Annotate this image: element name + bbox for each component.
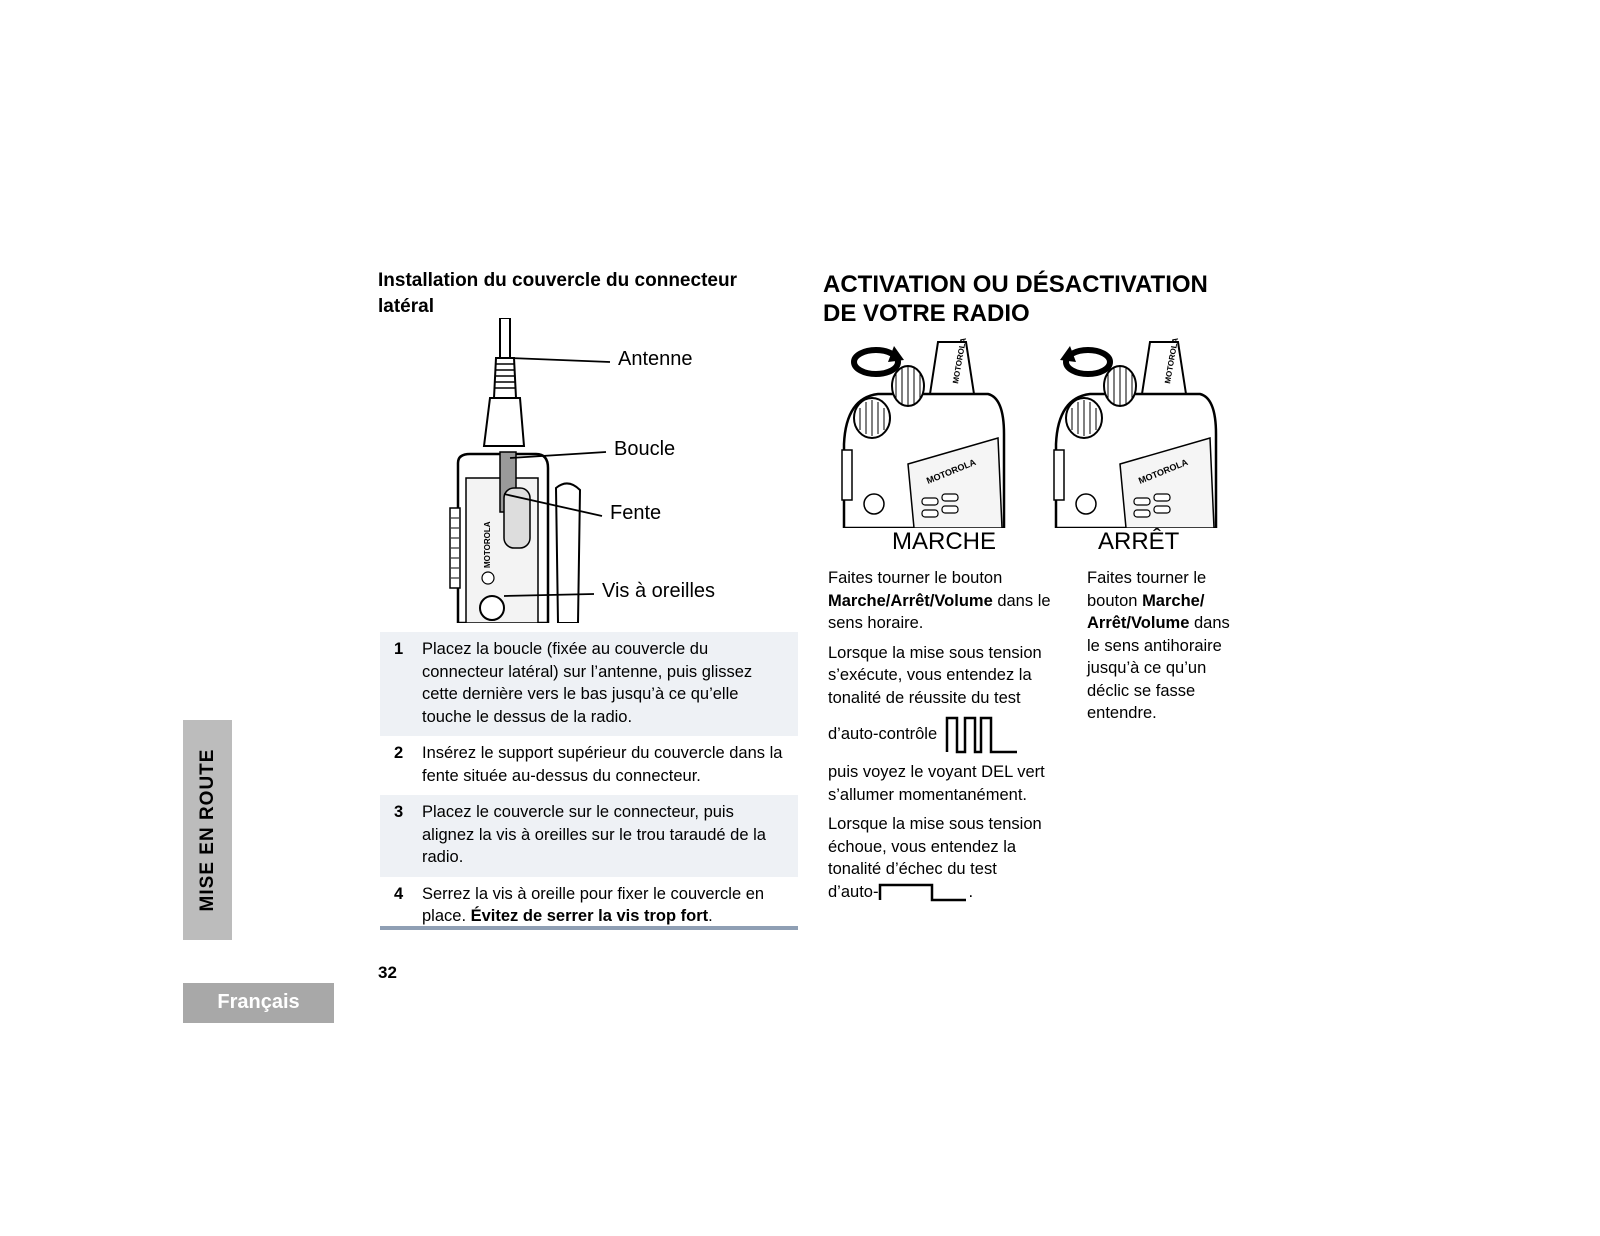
step-item <box>380 632 798 736</box>
clockwise-arrow-icon <box>854 346 904 374</box>
on-paragraph-3: puis voyez le voyant DEL vert s’allumer momentanément. <box>828 763 1045 804</box>
antenna-brand-label: MOTOROLA <box>1163 336 1181 385</box>
steps-bottom-rule <box>380 926 798 930</box>
on-p2-tail-text: d’auto-contrôle <box>828 724 938 743</box>
callout-loop: Boucle <box>614 438 676 460</box>
on-p4-end: . <box>968 882 974 901</box>
success-tone-waveform-icon <box>945 714 1019 754</box>
failure-tone-waveform-icon <box>878 882 968 902</box>
page-number: 32 <box>378 963 397 982</box>
step-text-plain: Serrez la vis à oreille pour fixer le couvercle en place. <box>422 884 765 925</box>
language-tab-label: Français <box>217 991 300 1013</box>
step-number: 4 <box>394 884 404 903</box>
chapter-side-tab-label: MISE EN ROUTE <box>196 748 218 912</box>
radio-side-illustration <box>418 318 748 623</box>
radio-top-on-figure <box>838 334 1034 528</box>
antenna-brand-label: MOTOROLA <box>951 336 969 385</box>
step-text-end: . <box>708 907 713 925</box>
front-brand-label: MOTOROLA <box>1137 456 1190 486</box>
on-paragraph-1 <box>828 567 1073 635</box>
radio-top-illustration <box>1050 334 1246 528</box>
callout-slot: Fente <box>610 502 662 524</box>
step-text: Placez le couvercle sur le connecteur, puis alignez la vis à oreilles sur le trou taraudé de la radio. <box>422 803 766 866</box>
front-brand-label: MOTOROLA <box>925 456 978 486</box>
step-item <box>380 736 798 795</box>
step-text <box>422 883 790 928</box>
on-p1-text-end: dans le sens horaire. <box>828 591 1051 632</box>
on-p1-button-name: Marche/Arrêt/Volume <box>828 591 993 610</box>
step-number: 1 <box>394 640 404 658</box>
on-paragraph-2 <box>828 642 1073 710</box>
on-p4-text: Lorsque la mise sous tension échoue, vous entendez la tonalité d’échec du test <box>828 815 1042 878</box>
power-on-label: MARCHE <box>892 528 997 555</box>
off-paragraph-1 <box>1087 567 1247 725</box>
radio-top-off-figure <box>1050 334 1246 528</box>
power-on-instructions <box>828 567 1073 910</box>
radio-brand-label: MOTOROLA <box>483 521 492 568</box>
on-p1-text: Faites tourner le bouton <box>828 569 1003 587</box>
step-warning-text: Évitez de serrer la vis trop fort <box>470 907 709 925</box>
step-text: Placez la boucle (fixée au couvercle du connecteur latéral) sur l’antenne, puis glissez cette dernière vers le bas jusqu’à ce qu’elle touche le dessus de la radio. <box>422 640 753 726</box>
counterclockwise-arrow-icon <box>1060 346 1110 374</box>
callout-antenna: Antenne <box>618 348 693 370</box>
power-off-instructions <box>1087 567 1247 732</box>
side-connector-cover-figure <box>418 318 748 623</box>
section-heading-line2: DE VOTRE RADIO <box>823 300 1030 327</box>
radio-top-illustration <box>838 334 1034 528</box>
installation-steps-list <box>380 632 798 936</box>
section-heading-side-connector: Installation du couvercle du connecteur latéral <box>378 270 737 317</box>
callout-thumb-screw: Vis à oreilles <box>602 580 716 602</box>
language-tab <box>183 983 334 1023</box>
on-p2-text: Lorsque la mise sous tension s’exécute, vous entendez la tonalité de réussite du test <box>828 643 1042 707</box>
off-p1-button-name: Marche/ Arrêt/Volume <box>1087 591 1205 632</box>
step-item <box>380 795 798 877</box>
section-heading-line1: ACTIVATION OU DÉSACTIVATION <box>823 271 1208 298</box>
on-p4-tail-text: d’auto- <box>828 882 879 901</box>
power-off-label: ARRÊT <box>1098 528 1180 555</box>
chapter-side-tab <box>183 720 232 940</box>
on-paragraph-2-tail <box>828 713 1073 755</box>
off-p1-text-end: dans le sens antihoraire jusqu’à ce qu’un déclic se fasse entendre. <box>1087 614 1230 722</box>
step-text: Insérez le support supérieur du couvercle dans la fente située au-dessus du connecteur. <box>422 744 783 785</box>
on-paragraph-4 <box>828 813 1073 903</box>
off-p1-text: Faites tourner le bouton <box>1087 569 1207 610</box>
section-heading-power <box>823 270 1253 328</box>
step-number: 2 <box>394 744 404 762</box>
step-number: 3 <box>394 803 404 821</box>
